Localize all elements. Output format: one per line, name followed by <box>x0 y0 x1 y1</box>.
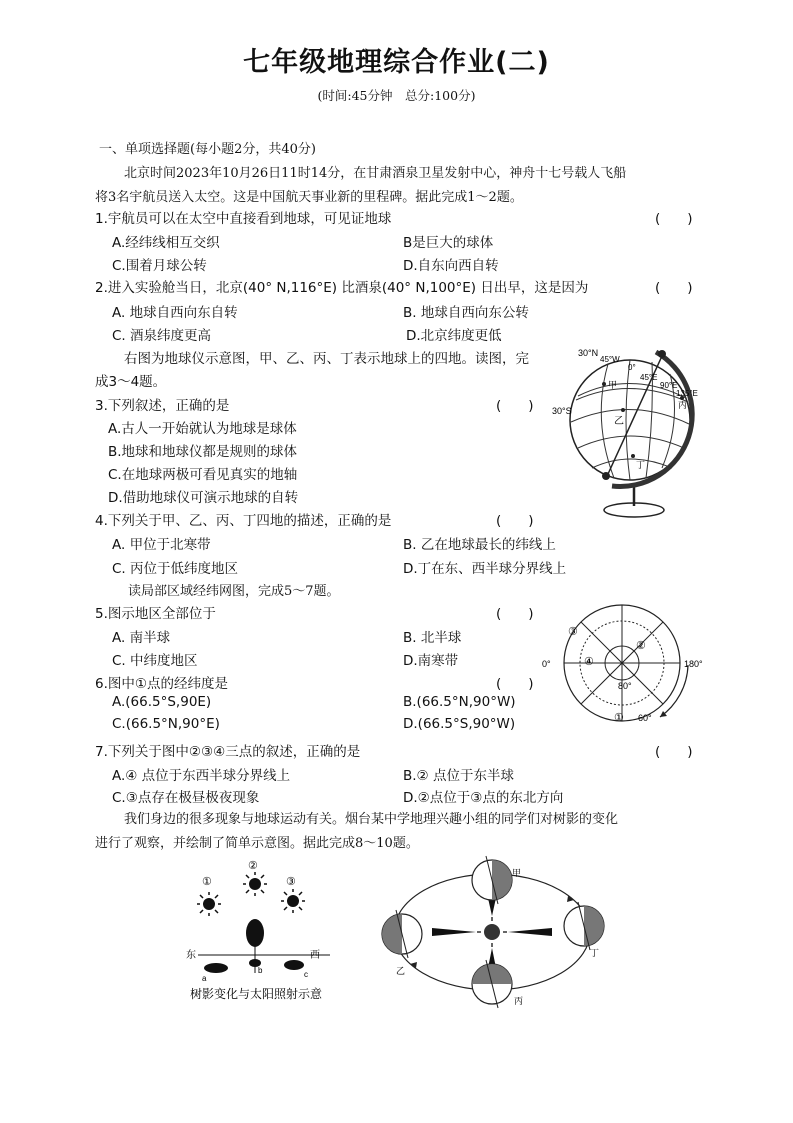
shadow-c-label: c <box>304 970 308 979</box>
option-5d: D.南寒带 <box>403 653 459 669</box>
sun-1-label: ① <box>202 876 212 888</box>
sun-1-icon <box>197 892 221 916</box>
point-1-label: ① <box>614 712 624 724</box>
passage-text: 北京时间2023年10月26日11时14分，在甘肃酒泉卫星发射中心，神舟十七号载人飞船 <box>124 166 627 181</box>
point-4-label: ④ <box>584 656 594 668</box>
shadow-a <box>204 963 228 973</box>
option-4c: C. 丙位于低纬度地区 <box>112 561 239 577</box>
option-4a: A. 甲位于北寒带 <box>112 537 211 553</box>
longitude-label: 0° <box>628 363 636 372</box>
earth-ding-icon <box>564 902 604 950</box>
question-1: 1.宇航员可以在太空中直接看到地球，可见证地球 <box>95 211 392 227</box>
option-7c: C.③点存在极昼极夜现象 <box>112 790 260 806</box>
point-jia-marker <box>602 382 606 386</box>
option-5b: B. 北半球 <box>403 630 462 646</box>
option-2d: D.北京纬度更低 <box>406 328 502 344</box>
answer-bracket: ( ) <box>655 744 693 760</box>
earth-bing-label: 丙 <box>514 996 524 1006</box>
point-2-label: ② <box>636 640 646 652</box>
tree-shadow-figure <box>180 855 340 1005</box>
answer-bracket: ( ) <box>496 513 534 529</box>
sun-2-label: ② <box>248 860 258 872</box>
option-2b: B. 地球自西向东公转 <box>403 305 529 321</box>
latitude-60-label: 60° <box>638 713 652 723</box>
sun-3-label: ③ <box>286 876 296 888</box>
earth-ding-label: 丁 <box>590 948 600 958</box>
point-yi-label: 乙 <box>614 416 624 427</box>
point-bing-label: 丙 <box>678 400 688 410</box>
sun-2-icon <box>243 872 267 896</box>
passage-text: 将3名宇航员送入太空。这是中国航天事业新的里程碑。据此完成1～2题。 <box>95 190 523 205</box>
answer-bracket: ( ) <box>496 676 534 692</box>
sunlight-arrow <box>432 928 476 936</box>
option-7d: D.②点位于③点的东北方向 <box>403 790 564 806</box>
answer-bracket: ( ) <box>655 211 693 227</box>
latitude-80-label: 80° <box>618 681 632 691</box>
option-3d: D.借助地球仪可演示地球的自转 <box>108 490 299 506</box>
longitude-label: 90°E <box>660 381 678 390</box>
east-label: 东 <box>186 950 196 961</box>
option-2c: C. 酒泉纬度更高 <box>112 328 212 344</box>
sun-icon <box>477 917 507 947</box>
west-label: 西 <box>310 950 320 961</box>
earth-orbit-figure <box>372 852 612 1010</box>
earth-jia-label: 甲 <box>512 868 522 878</box>
question-7: 7.下列关于图中②③④三点的叙述，正确的是 <box>95 744 361 760</box>
option-3c: C.在地球两极可看见真实的地轴 <box>108 467 298 483</box>
shadow-c <box>284 960 304 970</box>
earth-yi-icon <box>382 910 422 958</box>
sunlight-arrow <box>488 898 496 916</box>
point-jia-label: 甲 <box>608 380 618 390</box>
question-2: 2.进入实验舱当日，北京(40° N,116°E) 比酒泉(40° N,100°E) 日出早，这是因为 <box>95 280 589 296</box>
longitude-label: 45°E <box>640 373 658 382</box>
question-4: 4.下列关于甲、乙、丙、丁四地的描述，正确的是 <box>95 513 392 529</box>
earth-jia-icon <box>472 856 512 904</box>
option-4d: D.丁在东、西半球分界线上 <box>403 561 567 577</box>
shadow-b-label: b <box>258 966 263 975</box>
option-1a: A.经纬线相互交织 <box>112 235 220 251</box>
longitude-180-label: 180° <box>684 659 703 669</box>
question-3: 3.下列叙述，正确的是 <box>95 398 230 414</box>
exam-info: (时间:45分钟 总分:100分) <box>317 88 476 103</box>
answer-bracket: ( ) <box>655 280 693 296</box>
section-heading: 一、单项选择题(每小题2分，共40分) <box>99 142 316 157</box>
point-ding-label: 丁 <box>636 460 646 470</box>
option-7b: B.② 点位于东半球 <box>403 768 514 784</box>
sun-3-icon <box>281 889 305 913</box>
option-6c: C.(66.5°N,90°E) <box>112 716 220 732</box>
question-6: 6.图中①点的经纬度是 <box>95 676 228 692</box>
option-7a: A.④ 点位于东西半球分界线上 <box>112 768 291 784</box>
longitude-label: 45°W <box>600 355 620 364</box>
option-5c: C. 中纬度地区 <box>112 653 198 669</box>
longitude-label: 135°E <box>676 389 698 398</box>
passage-text: 我们身边的很多现象与地球运动有关。烟台某中学地理兴趣小组的同学们对树影的变化 <box>124 812 619 827</box>
option-2a: A. 地球自西向东自转 <box>112 305 238 321</box>
shadow-a-label: a <box>202 974 207 983</box>
globe-figure <box>548 340 708 522</box>
figure-caption: 树影变化与太阳照射示意 <box>190 987 323 1001</box>
page-title: 七年级地理综合作业(二) <box>243 47 550 78</box>
passage-text: 读局部区域经纬网图，完成5～7题。 <box>128 584 340 599</box>
tree-icon <box>246 919 264 947</box>
point-ding-marker <box>631 454 635 458</box>
point-3-label: ③ <box>568 626 578 638</box>
answer-bracket: ( ) <box>496 606 534 622</box>
earth-bing-icon <box>472 960 512 1008</box>
earth-yi-label: 乙 <box>396 966 406 976</box>
option-4b: B. 乙在地球最长的纬线上 <box>403 537 556 553</box>
answer-bracket: ( ) <box>496 398 534 414</box>
option-3b: B.地球和地球仪都是规则的球体 <box>108 444 298 460</box>
passage-text: 右图为地球仪示意图，甲、乙、丙、丁表示地球上的四地。读图，完 <box>124 351 529 367</box>
question-5: 5.图示地区全部位于 <box>95 606 216 622</box>
latitude-30n-label: 30°N <box>578 348 599 358</box>
option-1b: B是巨大的球体 <box>403 235 494 251</box>
polar-grid-figure <box>538 603 703 728</box>
option-6b: B.(66.5°N,90°W) <box>403 694 516 710</box>
option-6d: D.(66.5°S,90°W) <box>403 716 516 732</box>
passage-text: 进行了观察，并绘制了简单示意图。据此完成8～10题。 <box>95 836 419 851</box>
passage-text: 成3～4题。 <box>95 374 167 390</box>
option-3a: A.古人一开始就认为地球是球体 <box>108 421 297 437</box>
south-pole-cap <box>602 472 610 480</box>
sunlight-arrow <box>508 928 552 936</box>
option-1c: C.围着月球公转 <box>112 258 207 274</box>
option-1d: D.自东向西自转 <box>403 258 499 274</box>
point-yi-marker <box>621 408 625 412</box>
latitude-30s-label: 30°S <box>552 406 572 416</box>
north-pole-cap <box>658 350 666 358</box>
option-6a: A.(66.5°S,90E) <box>112 694 212 710</box>
option-5a: A. 南半球 <box>112 630 171 646</box>
longitude-0-label: 0° <box>542 659 551 669</box>
